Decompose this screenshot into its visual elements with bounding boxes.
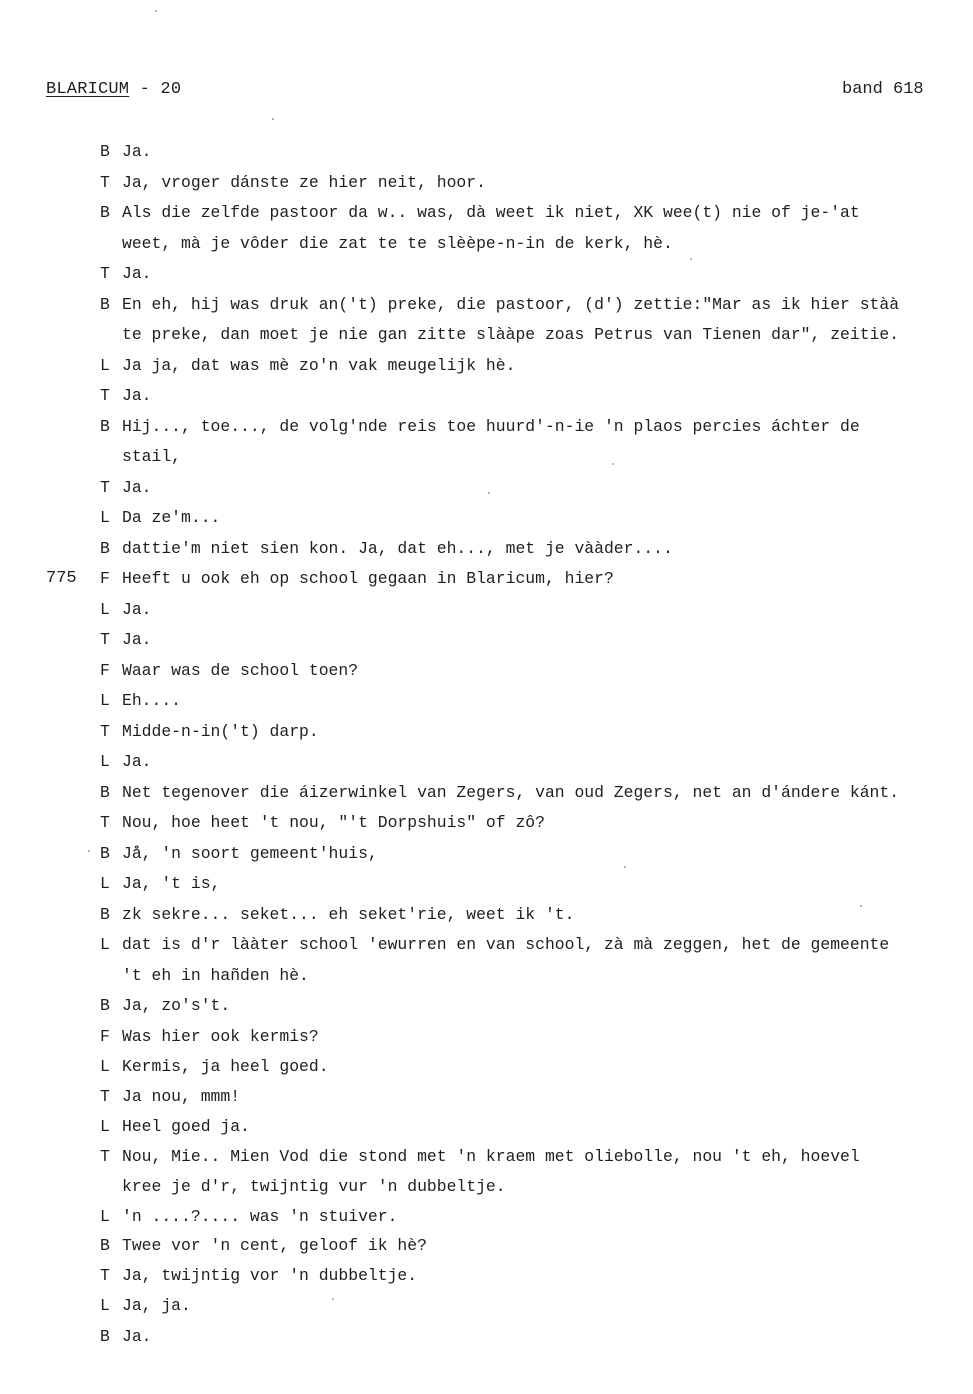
speaker: F bbox=[100, 569, 110, 588]
utterance: zk sekre... seket... eh seket'rie, weet ik 't. bbox=[122, 905, 575, 924]
speaker: L bbox=[100, 356, 110, 375]
transcript-line-continuation bbox=[122, 966, 309, 986]
speaker: L bbox=[100, 1117, 110, 1136]
utterance: Kermis, ja heel goed. bbox=[122, 1057, 329, 1076]
speaker: B bbox=[100, 1327, 110, 1346]
utterance: Da ze'm... bbox=[122, 508, 221, 527]
transcript-line bbox=[100, 173, 486, 193]
utterance: stail, bbox=[122, 447, 182, 466]
speaker: T bbox=[100, 1147, 110, 1166]
margin-number: 775 bbox=[46, 569, 77, 588]
transcript-line bbox=[100, 478, 152, 498]
speaker: L bbox=[100, 874, 110, 893]
transcript-line-continuation bbox=[122, 447, 181, 467]
speaker: B bbox=[100, 142, 110, 161]
transcript-line bbox=[100, 569, 614, 589]
utterance: Ja. bbox=[122, 386, 152, 405]
speaker: F bbox=[100, 661, 110, 680]
transcript-line bbox=[100, 905, 574, 925]
utterance: Ja, 't is, bbox=[122, 874, 221, 893]
transcript-line bbox=[100, 295, 899, 315]
band-label: band 618 bbox=[842, 80, 924, 99]
page-header-title bbox=[46, 80, 181, 99]
transcript-line bbox=[100, 1057, 329, 1077]
speaker: T bbox=[100, 386, 110, 405]
utterance: Ja. bbox=[122, 478, 152, 497]
transcript-line bbox=[100, 1207, 397, 1227]
transcript-line bbox=[100, 844, 378, 864]
speaker: L bbox=[100, 752, 110, 771]
speaker: F bbox=[100, 1027, 110, 1046]
scan-speck bbox=[612, 463, 614, 465]
transcript-line bbox=[100, 752, 152, 772]
scan-speck bbox=[488, 492, 490, 494]
utterance: te preke, dan moet je nie gan zitte slààpe zoas Petrus van Tienen dar", zeitie. bbox=[122, 325, 900, 344]
utterance: Ja. bbox=[122, 1327, 152, 1346]
speaker: B bbox=[100, 844, 110, 863]
transcript-line bbox=[100, 874, 220, 894]
utterance: Net tegenover die áizerwinkel van Zegers, van oud Zegers, net an d'ándere kánt. bbox=[122, 783, 900, 802]
utterance: Ja, vroger dánste ze hier neit, hoor. bbox=[122, 173, 486, 192]
transcript-line bbox=[100, 996, 230, 1016]
transcript-line bbox=[100, 356, 515, 376]
utterance: Eh.... bbox=[122, 691, 182, 710]
utterance: Ja, twijntig vor 'n dubbeltje. bbox=[122, 1266, 418, 1285]
transcript-line bbox=[100, 1327, 152, 1347]
scan-speck bbox=[624, 866, 626, 868]
utterance: Twee vor 'n cent, geloof ik hè? bbox=[122, 1236, 427, 1255]
utterance: Nou, Mie.. Mien Vod die stond met 'n kraem met oliebolle, nou 't eh, hoevel bbox=[122, 1147, 860, 1166]
utterance: weet, mà je vôder die zat te te slèèpe-n-in de kerk, hè. bbox=[122, 234, 673, 253]
transcript-line bbox=[100, 1147, 860, 1167]
utterance: 't eh in hañden hè. bbox=[122, 966, 309, 985]
utterance: Jå, 'n soort gemeent'huis, bbox=[122, 844, 378, 863]
utterance: Midde-n-in('t) darp. bbox=[122, 722, 319, 741]
utterance: Ja. bbox=[122, 752, 152, 771]
place-name: BLARICUM bbox=[46, 80, 130, 99]
transcript-line bbox=[100, 417, 860, 437]
scan-speck bbox=[332, 1298, 334, 1300]
transcript-line bbox=[100, 1266, 417, 1286]
speaker: L bbox=[100, 1057, 110, 1076]
speaker: B bbox=[100, 1236, 110, 1255]
transcript-line bbox=[100, 508, 220, 528]
utterance: dat is d'r lààter school 'ewurren en van school, zà mà zeggen, het de gemeente bbox=[122, 935, 890, 954]
transcript-line bbox=[100, 783, 899, 803]
transcript-line bbox=[100, 539, 673, 559]
page-number: - 20 bbox=[129, 80, 182, 99]
utterance: dattie'm niet sien kon. Ja, dat eh..., met je vààder.... bbox=[122, 539, 673, 558]
transcript-line bbox=[100, 1296, 191, 1316]
utterance: En eh, hij was druk an('t) preke, die pastoor, (d') zettie:"Mar as ik hier stàà bbox=[122, 295, 900, 314]
utterance: Ja. bbox=[122, 264, 152, 283]
speaker: L bbox=[100, 600, 110, 619]
transcript-line bbox=[100, 722, 319, 742]
scan-speck bbox=[860, 905, 862, 907]
transcript-line bbox=[100, 630, 152, 650]
speaker: B bbox=[100, 295, 110, 314]
transcript-line bbox=[100, 1027, 319, 1047]
utterance: Was hier ook kermis? bbox=[122, 1027, 319, 1046]
transcript-line bbox=[100, 264, 152, 284]
speaker: L bbox=[100, 935, 110, 954]
speaker: T bbox=[100, 173, 110, 192]
transcript-line bbox=[100, 691, 181, 711]
speaker: B bbox=[100, 905, 110, 924]
transcript-line bbox=[100, 661, 358, 681]
speaker: B bbox=[100, 996, 110, 1015]
utterance: Ja nou, mmm! bbox=[122, 1087, 241, 1106]
utterance: Als die zelfde pastoor da w.. was, dà weet ik niet, XK wee(t) nie of je-'at bbox=[122, 203, 860, 222]
utterance: Ja. bbox=[122, 600, 152, 619]
utterance: Ja, zo's't. bbox=[122, 996, 231, 1015]
speaker: L bbox=[100, 1296, 110, 1315]
utterance: Ja. bbox=[122, 630, 152, 649]
transcript-line bbox=[100, 813, 545, 833]
speaker: L bbox=[100, 691, 110, 710]
utterance: Heeft u ook eh op school gegaan in Blaricum, hier? bbox=[122, 569, 614, 588]
speaker: T bbox=[100, 1266, 110, 1285]
transcript-line bbox=[100, 600, 152, 620]
speaker: B bbox=[100, 539, 110, 558]
scan-speck bbox=[155, 10, 157, 12]
transcript-line bbox=[100, 203, 860, 223]
transcript-line bbox=[100, 386, 152, 406]
utterance: Ja, ja. bbox=[122, 1296, 191, 1315]
speaker: T bbox=[100, 722, 110, 741]
speaker: B bbox=[100, 417, 110, 436]
speaker: T bbox=[100, 630, 110, 649]
utterance: Ja ja, dat was mè zo'n vak meugelijk hè. bbox=[122, 356, 516, 375]
speaker: B bbox=[100, 783, 110, 802]
utterance: Hij..., toe..., de volg'nde reis toe huurd'-n-ie 'n plaos percies áchter de bbox=[122, 417, 860, 436]
speaker: T bbox=[100, 813, 110, 832]
utterance: Heel goed ja. bbox=[122, 1117, 250, 1136]
transcript-line bbox=[100, 142, 152, 162]
utterance: kree je d'r, twijntig vur 'n dubbeltje. bbox=[122, 1177, 506, 1196]
transcript-line bbox=[100, 1236, 427, 1256]
transcript-line-continuation bbox=[122, 1177, 506, 1197]
transcript-line bbox=[100, 1087, 240, 1107]
transcript-line bbox=[100, 935, 889, 955]
scan-speck bbox=[690, 258, 692, 260]
utterance: Ja. bbox=[122, 142, 152, 161]
speaker: L bbox=[100, 1207, 110, 1226]
speaker: L bbox=[100, 508, 110, 527]
utterance: Waar was de school toen? bbox=[122, 661, 359, 680]
speaker: T bbox=[100, 264, 110, 283]
speaker: T bbox=[100, 478, 110, 497]
speaker: B bbox=[100, 203, 110, 222]
scan-speck bbox=[88, 850, 90, 852]
transcript-line-continuation bbox=[122, 234, 673, 254]
transcript-line-continuation bbox=[122, 325, 899, 345]
utterance: Nou, hoe heet 't nou, "'t Dorpshuis" of zô? bbox=[122, 813, 545, 832]
scan-speck bbox=[272, 118, 274, 120]
utterance: 'n ....?.... was 'n stuiver. bbox=[122, 1207, 398, 1226]
transcript-line bbox=[100, 1117, 250, 1137]
speaker: T bbox=[100, 1087, 110, 1106]
